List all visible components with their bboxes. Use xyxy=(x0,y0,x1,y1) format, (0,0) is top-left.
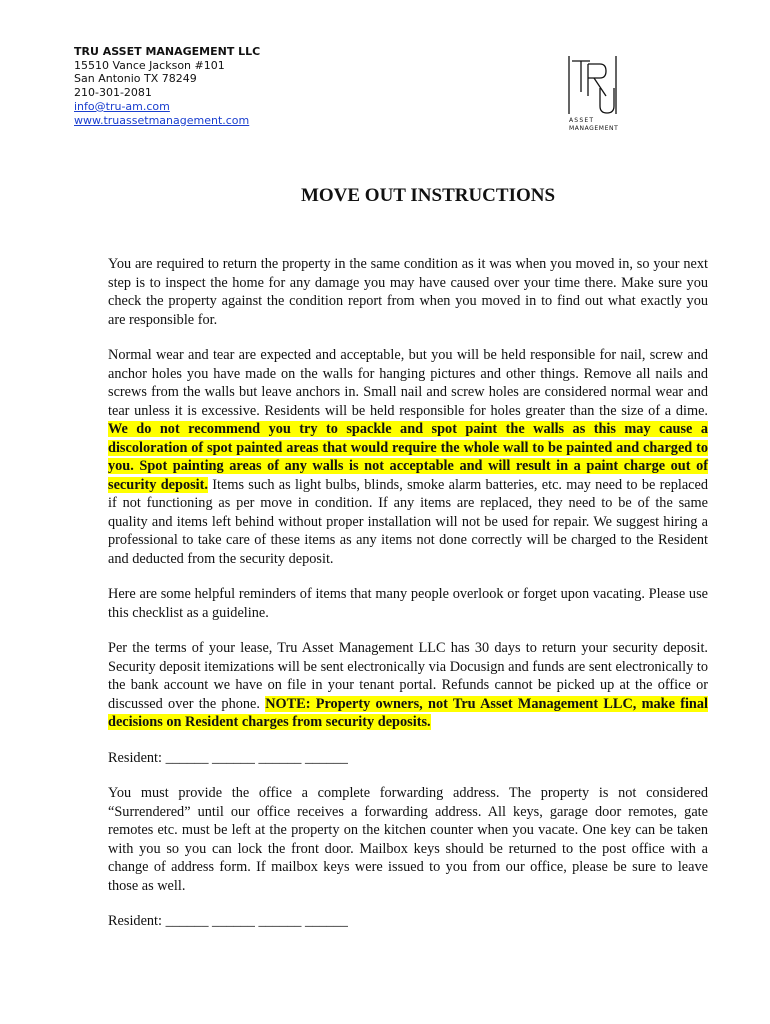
svg-text:ASSET: ASSET xyxy=(569,117,595,124)
street-address: 15510 Vance Jackson #101 xyxy=(74,58,225,72)
deposit-text: Per the terms of your lease, Tru Asset Management LLC has 30 days to return your security deposit. Security deposit itemizations will be sent electronically via Docusign and funds are sent electronically to the bank account we have on file in your tenant portal. Refunds cannot be picked up at the office or discussed over the phone. xyxy=(108,640,708,712)
letterhead xyxy=(74,45,260,127)
paragraph-security-deposit xyxy=(108,639,708,732)
resident-initials-2[interactable]: Resident: ______ ______ ______ ______ xyxy=(108,913,348,929)
paragraph-wear-and-tear xyxy=(108,346,708,568)
city-address: San Antonio TX 78249 xyxy=(74,72,197,86)
resident-initials-1[interactable]: Resident: ______ ______ ______ ______ xyxy=(108,749,348,766)
document-body xyxy=(108,255,708,948)
wear-text-start: Normal wear and tear are expected and acceptable, but you will be held responsible for nail, screw and anchor holes you have made on the walls for hanging pictures and other things. Remove all nails and screws from the walls but leave anchors in. Small nail and screw holes are considered normal wear and tear unless it is excessive. Residents will be held responsible for holes greater than the size of a dime. xyxy=(108,347,708,419)
company-logo xyxy=(560,52,624,132)
company-name: TRU ASSET MANAGEMENT LLC xyxy=(74,45,261,58)
tru-logo-mark xyxy=(560,52,624,132)
phone-number: 210-301-2081 xyxy=(74,86,152,100)
paragraph-condition: You are required to return the property in the same condition as it was when you moved in, so your next step is to inspect the home for any damage you may have caused over your time there. Make sure you check the property against the condition report from when you moved in to find out what exactly you are responsible for. xyxy=(108,256,708,328)
paragraph-forwarding-address: You must provide the office a complete forwarding address. The property is not considered “Surrendered” until our office receives a forwarding address. All keys, garage door remotes, gate remotes etc. must be left at the property on the kitchen counter when you vacate. One key can be taken with you so you can lock the front door. Mailbox keys should be returned to the post office with a change of address form. If mailbox keys were issued to you from our office, please be sure to leave those as well. xyxy=(108,785,708,894)
page-title: MOVE OUT INSTRUCTIONS xyxy=(300,185,556,206)
wear-text-end: Items such as light bulbs, blinds, smoke alarm batteries, etc. may need to be replaced if not functioning as per move in condition. If any items are replaced, they need to be of the same quality and items left behind without proper installation will not be used for repair. We suggest hiring a professional to take care of these items as any items not done correctly will be charged to the Resident and deducted from the security deposit. xyxy=(108,476,709,567)
owner-note-highlight: NOTE: Property owners, not Tru Asset Management LLC, make final decisions on Resident charges from security deposits. xyxy=(108,695,709,730)
svg-text:MANAGEMENT: MANAGEMENT xyxy=(569,125,619,132)
paragraph-reminders: Here are some helpful reminders of items that many people overlook or forget upon vacating. Please use this checklist as a guideline. xyxy=(108,586,708,621)
email-link[interactable]: info@tru-am.com xyxy=(74,99,170,113)
spackle-warning-highlight: We do not recommend you try to spackle and spot paint the walls as this may cause a discoloration of spot painted areas that would require the whole wall to be painted and charged to you. Spot painting areas of any walls is not acceptable and will result in a paint charge out of security deposit. xyxy=(108,421,708,493)
website-link[interactable]: www.truassetmanagement.com xyxy=(74,113,250,127)
